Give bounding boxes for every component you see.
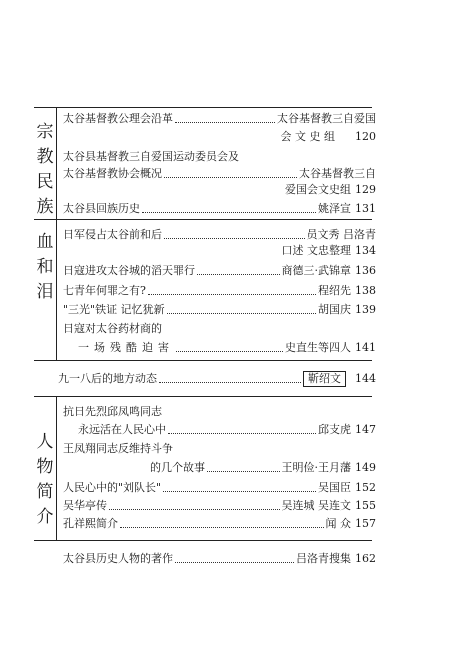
entry-author: 商德三·武锦章: [281, 264, 351, 277]
entry-author: 口述 文忠整理: [281, 244, 351, 257]
entry-page: 136: [355, 264, 376, 277]
toc-entry[interactable]: [63, 228, 376, 242]
toc-entry[interactable]: [63, 284, 376, 298]
toc-entry[interactable]: [63, 442, 376, 456]
entry-title: 太谷基督教公理会沿革: [63, 112, 173, 125]
entry-author: 姚泽宣: [318, 202, 351, 215]
leader-dots: [207, 465, 280, 472]
entry-author: 员文秀 吕洛青: [306, 228, 376, 241]
section-label-people: 人物简介: [36, 432, 54, 527]
toc-entry[interactable]: [63, 552, 376, 566]
entry-title: 一场残酷迫害: [78, 341, 174, 354]
divider: [56, 219, 57, 360]
toc-entry[interactable]: [63, 150, 376, 164]
entry-title: 太谷县回族历史: [63, 202, 140, 215]
entry-author: 会 文 史 组: [280, 130, 335, 143]
entry-author: 太谷基督教三自爱国: [277, 112, 376, 125]
entry-page: 141: [355, 341, 376, 354]
toc-entry[interactable]: [58, 372, 376, 386]
entry-title: 的几个故事: [150, 461, 205, 474]
leader-dots: [164, 171, 297, 178]
toc-entry-cont: [150, 461, 376, 475]
entry-page: 129: [355, 183, 376, 196]
leader-dots: [148, 288, 316, 295]
leader-dots: [142, 206, 316, 213]
section-label-blood: 血和泪: [36, 232, 54, 302]
entry-title: 永远活在人民心中: [78, 423, 166, 436]
toc-entry-cont: [63, 167, 376, 181]
entry-author: 吕洛青搜集: [296, 552, 351, 565]
entry-page: 157: [355, 517, 376, 530]
leader-dots: [159, 376, 301, 383]
entry-title: 抗日先烈邱凤鸣同志: [63, 405, 162, 418]
divider: [34, 396, 372, 397]
entry-author: 胡国庆: [318, 303, 351, 316]
entry-author: 邱支虎: [318, 423, 351, 436]
entry-author: 程绍先: [318, 284, 351, 297]
toc-entry[interactable]: [63, 405, 376, 419]
entry-author: 闻 众: [325, 517, 351, 530]
entry-author: 史直生等四人: [285, 341, 351, 354]
entry-page: 147: [355, 423, 376, 436]
entry-title: 太谷县历史人物的著作: [63, 552, 173, 565]
toc-entry[interactable]: [63, 202, 376, 216]
leader-dots: [176, 345, 283, 352]
leader-dots: [175, 556, 294, 563]
entry-author: 王明俭·王月藩: [281, 461, 351, 474]
toc-entry[interactable]: [63, 481, 376, 495]
toc-entry[interactable]: [63, 499, 376, 513]
divider: [34, 219, 372, 220]
entry-page: 134: [355, 244, 376, 257]
entry-page: 139: [355, 303, 376, 316]
entry-title: "三光"铁证 记忆犹新: [63, 303, 165, 316]
toc-entry[interactable]: [63, 322, 376, 336]
toc-entry[interactable]: [63, 303, 376, 317]
toc-entry-cont: [78, 423, 376, 437]
entry-title: 日军侵占太谷前和后: [63, 228, 162, 241]
entry-title: 太谷县基督教三自爱国运动委员会及: [63, 150, 239, 163]
leader-dots: [109, 503, 280, 510]
divider: [34, 540, 372, 541]
entry-title: 太谷基督教协会概况: [63, 167, 162, 180]
toc-entry-cont: [63, 130, 376, 144]
entry-author: 吴连城 吴连文: [281, 499, 351, 512]
entry-page: 120: [355, 130, 376, 143]
entry-page: 155: [355, 499, 376, 512]
entry-page: 152: [355, 481, 376, 494]
leader-dots: [164, 232, 305, 239]
toc-entry[interactable]: [63, 264, 376, 278]
entry-page: 131: [355, 202, 376, 215]
entry-title: 王凤翔同志反维持斗争: [63, 442, 173, 455]
entry-page: 149: [355, 461, 376, 474]
divider: [34, 360, 372, 361]
entry-author: 爱国会文史组: [285, 183, 351, 196]
divider: [34, 107, 372, 108]
leader-dots: [168, 427, 316, 434]
entry-title: 九一八后的地方动态: [58, 372, 157, 385]
entry-title: 日寇对太谷药材商的: [63, 322, 162, 335]
entry-title: 孔祥熙简介: [63, 517, 118, 530]
toc-entry-cont: [63, 244, 376, 258]
entry-page: 144: [355, 372, 376, 385]
entry-title: 吴华亭传: [63, 499, 107, 512]
entry-author: 靳绍文: [303, 371, 346, 387]
toc-entry-cont: [78, 341, 376, 355]
leader-dots: [197, 268, 280, 275]
toc-entry[interactable]: [63, 112, 376, 126]
divider: [56, 396, 57, 540]
section-label-religion: 宗教民族: [36, 122, 54, 217]
entry-page: 138: [355, 284, 376, 297]
entry-author: 太谷基督教三自: [299, 167, 376, 180]
leader-dots: [120, 521, 324, 528]
entry-author: 吴国臣: [318, 481, 351, 494]
leader-dots: [167, 307, 316, 314]
entry-title: 七青年何罪之有?: [63, 284, 146, 297]
entry-title: 日寇进攻太谷城的滔天罪行: [63, 264, 195, 277]
toc-entry-cont: [63, 183, 376, 197]
toc-entry[interactable]: [63, 517, 376, 531]
leader-dots: [163, 485, 316, 492]
entry-title: 人民心中的"刘队长": [63, 481, 162, 494]
entry-page: 162: [355, 552, 376, 565]
divider: [56, 107, 57, 219]
leader-dots: [175, 116, 275, 123]
